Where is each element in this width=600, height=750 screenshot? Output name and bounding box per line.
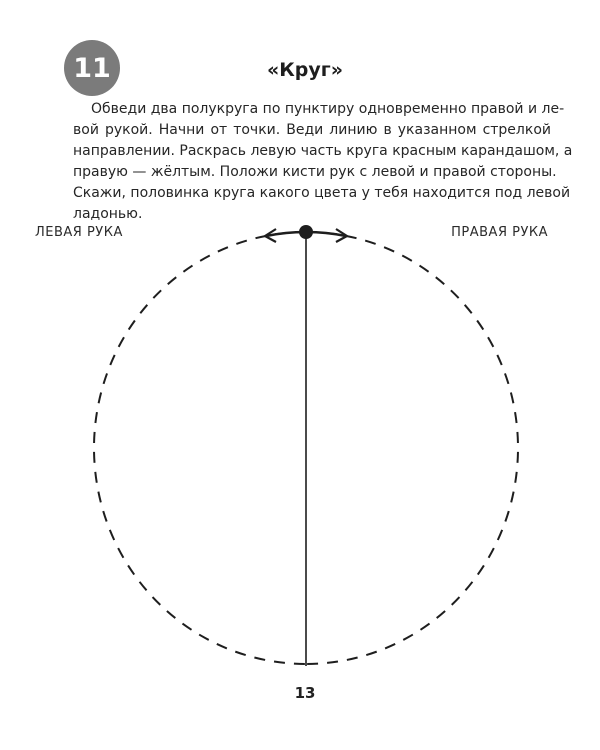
instructions-line: ладонью. [73,206,143,222]
exercise-title: «Круг» [267,59,343,81]
left-dashed-semicircle[interactable] [94,232,306,664]
instructions-line: Обведи два полукруга по пунктиру одновременно правой и ле- [91,101,565,117]
start-point-dot[interactable] [299,225,313,239]
right-hand-label: ПРАВАЯ РУКА [451,225,548,240]
instructions-line: правую — жёлтым. Положи кисти рук с левой и правой стороны. [73,164,557,180]
exercise-number: 11 [73,52,111,84]
right-dashed-semicircle[interactable] [306,232,518,664]
instructions-line: Скажи, половинка круга какого цвета у тебя находится под левой [73,185,571,201]
page-number: 13 [294,684,316,702]
left-hand-label: ЛЕВАЯ РУКА [35,225,123,240]
instructions-line: направлении. Раскрась левую часть круга красным карандашом, а [73,143,573,159]
instructions-line: вой рукой. Начни от точки. Веди линию в указанном стрелкой [73,122,551,138]
